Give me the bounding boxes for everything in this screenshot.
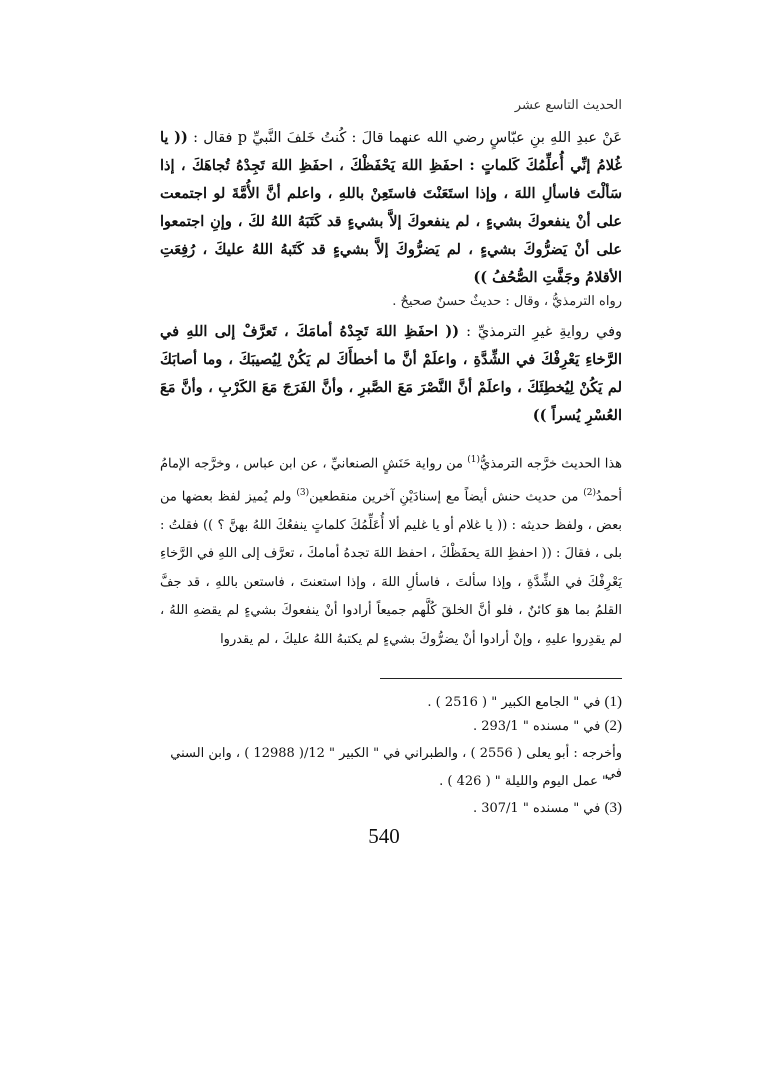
hadith-body: (( يا غُلامُ إنِّي أُعلِّمُكَ كَلماتٍ : احفَظِ اللهَ يَحْفَظْكَ ، احفَظِ اللهَ تَجِدْهُ تُجاهَكَ ، إذا سَألْتَ فاسألِ اللهَ ، وإذا استَعَنْتَ فاستَعِنْ باللهِ ، واعلم أنَّ الأُمَّةَ لو اجتمعت على أنْ ينفعوكَ بشيءٍ ، لم ينفعوكَ إلاَّ بشيءٍ قد كَتَبَهُ اللهُ لكَ ، وإنِ اجتمعوا على أنْ يَضرُّوكَ بشيءٍ ، لم يَضرُّوكَ إلاَّ بشيءٍ قد كَتَبهُ اللهُ عليكَ ، رُفِعَتِ الأقلامُ وجَفَّتِ الصُّحُفُ )) — [160, 129, 622, 286]
hadith-intro: عَنْ عبدِ اللهِ بنِ عبّاسٍ رضي الله عنهما قالَ : كُنتُ خَلفَ النَّبيِّ p فقال : — [193, 130, 622, 146]
narration-note: رواه الترمذيُّ ، وقال : حديثٌ حسنٌ صحيحٌ . — [392, 294, 622, 309]
alternate-narration-text: (( احفَظِ اللهَ تَجِدْهُ أمامَكَ ، تَعرَّفْ إلى اللهِ في الرَّخاءِ يَعْرِفْكَ في الشِّدَّةِ ، واعلَمْ أنَّ ما أخطأَكَ لم يَكُنْ لِيُصيبَكَ ، وما أصابَكَ لم يَكُنْ لِيُخطِئَكَ ، واعلَمْ أنَّ النَّصْرَ مَعَ الصَّبرِ ، وأنَّ الفَرَجَ مَعَ الكَرْبِ ، وأنَّ مَعَ العُسْرِ يُسراً )) — [160, 323, 622, 424]
section-heading: الحديث التاسع عشر — [514, 98, 622, 113]
commentary-part-1: هذا الحديث خرَّجه الترمذيُّ — [480, 456, 622, 472]
footnote-2-continuation-line: " عمل اليوم والليلة " ( 426 ) . — [439, 774, 608, 789]
footnote-2 — [160, 716, 622, 737]
footnote-1 — [160, 692, 622, 713]
footnote-ref-3[interactable]: (3) — [296, 487, 310, 498]
page-number: 540 — [368, 824, 400, 848]
footnote-ref-2[interactable]: (2) — [583, 487, 596, 498]
commentary-part-2: من رواية حَنَشٍ الصنعانيِّ ، عن ابن عباس ، وخرَّجه الإمامُ أحمدُ — [160, 456, 622, 505]
commentary-paragraph — [160, 446, 622, 654]
commentary-part-4: ولم يُميز لفظ بعضها من بعض ، ولفظ حديثه : (( يا غلام أو يا غليم ألا أُعَلِّمُكَ كلماتٍ ينفعُكَ اللهُ بهنَّ ؟ )) فقلتُ : بلى ، فقالَ : (( احفظِ اللهَ يحفَظْكَ ، احفظ اللهَ تجدهُ أمامكَ ، تعرَّف إلى اللهِ في الرَّخاءِ يَعْرِفْكَ في الشِّدَّةِ ، وإذا سألتَ ، فاسألِ اللهَ ، وإذا استعنتَ ، فاستعن باللهِ ، قد جفَّ القلمُ بما هوَ كائنٌ ، فلو أنَّ الخلقَ كُلَّهم جميعاً أرادوا أنْ ينفعوكَ بشيءٍ لم يقضهِ اللهُ ، لم يقدِروا عليهِ ، وإنْ أرادوا أنْ يضرُّوكَ بشيءٍ لم يكتبهُ اللهُ عليكَ ، لم يقدروا — [160, 489, 622, 647]
footnote-divider — [380, 678, 622, 679]
footnote-1-text: في " الجامع الكبير " ( 2516 ) . — [427, 695, 601, 710]
footnote-3-number: (3) — [604, 800, 622, 816]
footnote-1-number: (1) — [604, 694, 622, 710]
commentary-part-3: من حديث حنش أيضاً مع إسنادَيْنِ آخرين منقطعين — [309, 489, 584, 505]
alternate-narration-intro: وفي روايةِ غيرِ الترمذيِّ : — [466, 324, 622, 340]
footnote-2-text: في " مسنده " 293/1 . — [472, 719, 601, 734]
footnote-ref-1[interactable]: (1) — [467, 455, 481, 465]
footnote-2-continuation: وأخرجه : أبو يعلى ( 2556 ) ، والطبراني في " الكبير " 12/( 12988 ) ، وابن السني في — [170, 746, 622, 781]
footnote-3 — [160, 798, 622, 819]
footnote-2-number: (2) — [604, 718, 622, 734]
footnote-3-text: في " مسنده " 307/1 . — [472, 801, 601, 816]
hadith-text-block — [160, 124, 622, 292]
alternate-narration-block — [160, 318, 622, 430]
